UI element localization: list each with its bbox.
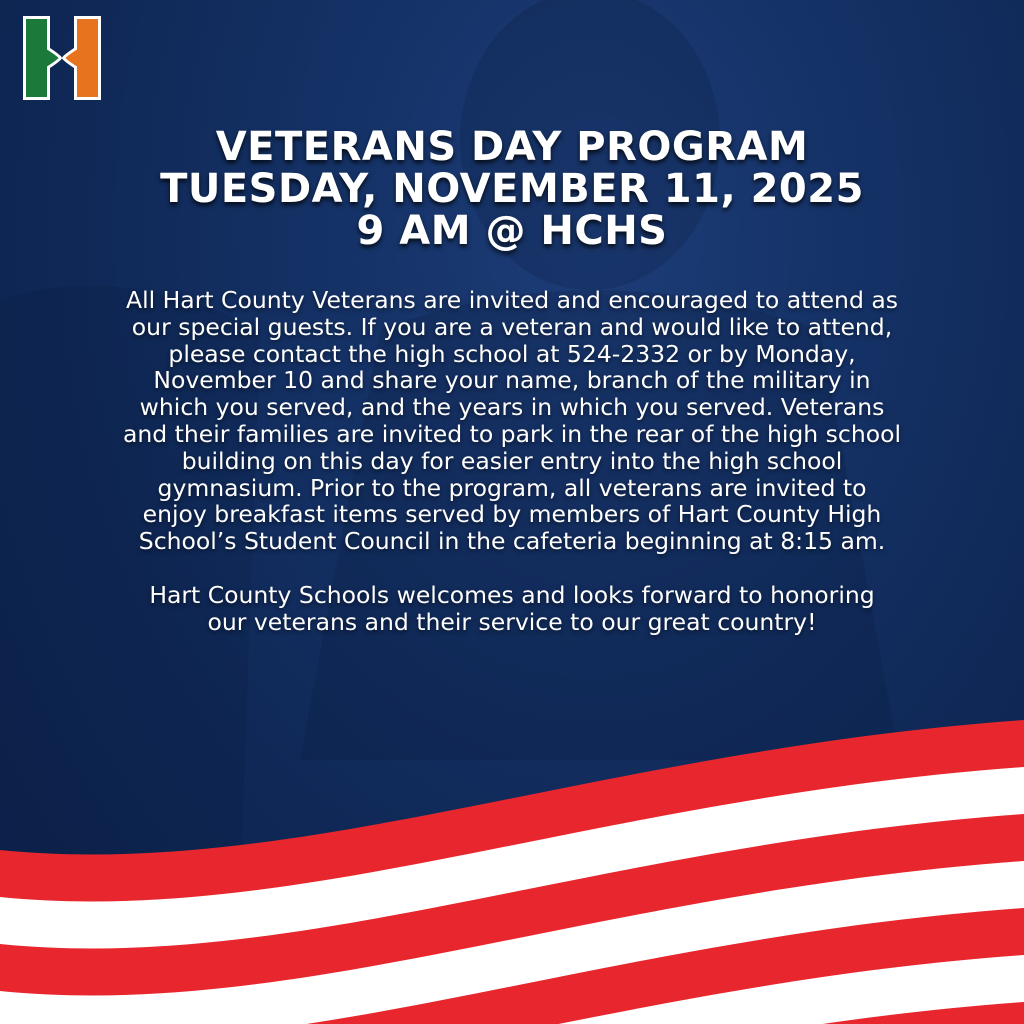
paragraph-line: gymnasium. Prior to the program, all veterans are invited to	[157, 473, 867, 502]
headline-time-location: 9 AM @ HCHS	[356, 208, 668, 254]
paragraph-line: our veterans and their service to our great country!	[207, 607, 817, 636]
paragraph-line: enjoy breakfast items served by members of Hart County High	[142, 500, 882, 529]
paragraph-line: Hart County Schools welcomes and looks forward to honoring	[149, 580, 875, 609]
paragraph-line: building on this day for easier entry into the high school	[181, 446, 843, 475]
paragraph-line: our special guests. If you are a veteran and would like to attend,	[131, 312, 893, 341]
paragraph-line: All Hart County Veterans are invited and encouraged to attend as	[126, 286, 898, 314]
paragraph-line: which you served, and the years in which you served. Veterans	[139, 393, 885, 422]
headline-date: TUESDAY, NOVEMBER 11, 2025	[160, 166, 864, 212]
paragraph-line: and their families are invited to park in the rear of the high school	[122, 419, 901, 448]
paragraph-line: November 10 and share your name, branch of the military in	[153, 366, 871, 395]
paragraph-line: School’s Student Council in the cafeteria beginning at 8:15 am.	[138, 527, 886, 556]
paragraph-line: please contact the high school at 524-2332 or by Monday,	[168, 339, 856, 368]
headline-title: VETERANS DAY PROGRAM	[215, 124, 809, 170]
